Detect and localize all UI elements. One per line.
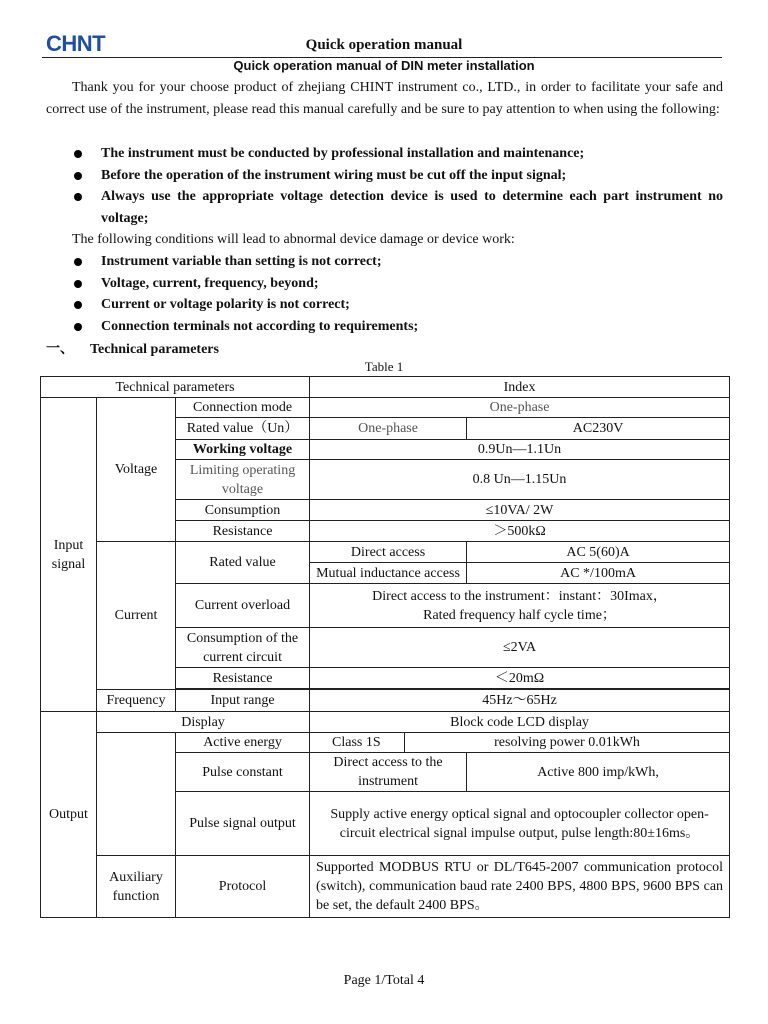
table-row: Current Rated value Direct access AC 5(60)A bbox=[41, 542, 730, 563]
bullet-icon bbox=[74, 172, 82, 180]
safety-list bbox=[46, 143, 723, 229]
table-row: Auxiliary function Protocol Supported MODBUS RTU or DL/T645-2007 communication protocol (switch), communication baud rate 2400 BPS, 4800 BPS, 9600 BPS can be set, the default 2400 BPS。 bbox=[41, 856, 730, 918]
list-item: Current or voltage polarity is not correct; bbox=[46, 294, 723, 316]
table-row: Input signal Voltage Connection mode One-phase bbox=[41, 398, 730, 418]
list-item: Instrument variable than setting is not correct; bbox=[46, 251, 723, 273]
table-row: Mutual inductance access AC */100mA bbox=[41, 563, 730, 584]
bullet-icon bbox=[74, 150, 82, 158]
document-subtitle: Quick operation manual of DIN meter installation bbox=[233, 58, 535, 73]
table-row: Working voltage 0.9Un—1.1Un bbox=[41, 440, 730, 460]
section-title: Technical parameters bbox=[90, 342, 219, 357]
table-row: Technical parameters Index bbox=[41, 377, 730, 398]
list-item: The instrument must be conducted by professional installation and maintenance; bbox=[46, 143, 723, 165]
table-row: Current overload Direct access to the instrument：instant：30Imax， Rated frequency half cycle time； bbox=[41, 584, 730, 628]
bullet-icon bbox=[74, 323, 82, 331]
bullet-icon bbox=[74, 280, 82, 288]
table-row: Resistance ＜20mΩ bbox=[41, 668, 730, 689]
list-item: Voltage, current, frequency, beyond; bbox=[46, 273, 723, 295]
bullet-icon bbox=[74, 258, 82, 266]
table-row: Resistance ＞500kΩ bbox=[41, 521, 730, 542]
table-row: Rated value（Un） One-phase AC230V bbox=[41, 418, 730, 440]
list-item: Always use the appropriate voltage detection device is used to determine each part instrument no voltage; bbox=[46, 186, 723, 229]
section-number: 一、 bbox=[46, 342, 74, 357]
table-row: Active energy Class 1S resolving power 0.01kWh bbox=[41, 733, 730, 753]
brand-logo: CHNT bbox=[46, 31, 106, 56]
table-row: Output Display Block code LCD display bbox=[41, 712, 730, 733]
bullet-icon bbox=[74, 193, 82, 201]
table-caption: Table 1 bbox=[364, 359, 404, 374]
table-row: Pulse constant Direct access to the instrument Active 800 imp/kWh, bbox=[41, 753, 730, 792]
intro-paragraph: Thank you for your choose product of zhejiang CHINT instrument co., LTD., in order to facilitate your safe and correct use of the instrument, please read this manual carefully and be sure to pay attention to when using the following: bbox=[46, 80, 723, 117]
bullet-icon bbox=[74, 301, 82, 309]
table-row: Pulse signal output Supply active energy optical signal and optocoupler collector open-circuit electrical signal impulse output, pulse length:80±16ms。 bbox=[41, 792, 730, 856]
table-row: Frequency Input range 45Hz～65Hz bbox=[41, 690, 730, 712]
document-title: Quick operation manual bbox=[305, 37, 463, 53]
page-footer: Page 1/Total 4 bbox=[343, 973, 425, 988]
section-heading bbox=[46, 339, 219, 360]
table-row: Consumption of the current circuit ≤2VA bbox=[41, 628, 730, 668]
list-item: Connection terminals not according to requirements; bbox=[46, 316, 723, 338]
table-row: Consumption ≤10VA/ 2W bbox=[41, 500, 730, 521]
table-row: Limiting operating voltage 0.8 Un—1.15Un bbox=[41, 460, 730, 500]
list-item: Before the operation of the instrument wiring must be cut off the input signal; bbox=[46, 165, 723, 187]
technical-parameters-table bbox=[40, 376, 730, 918]
conditions-intro: The following conditions will lead to abnormal device damage or device work: bbox=[72, 232, 515, 247]
conditions-list bbox=[46, 251, 723, 337]
